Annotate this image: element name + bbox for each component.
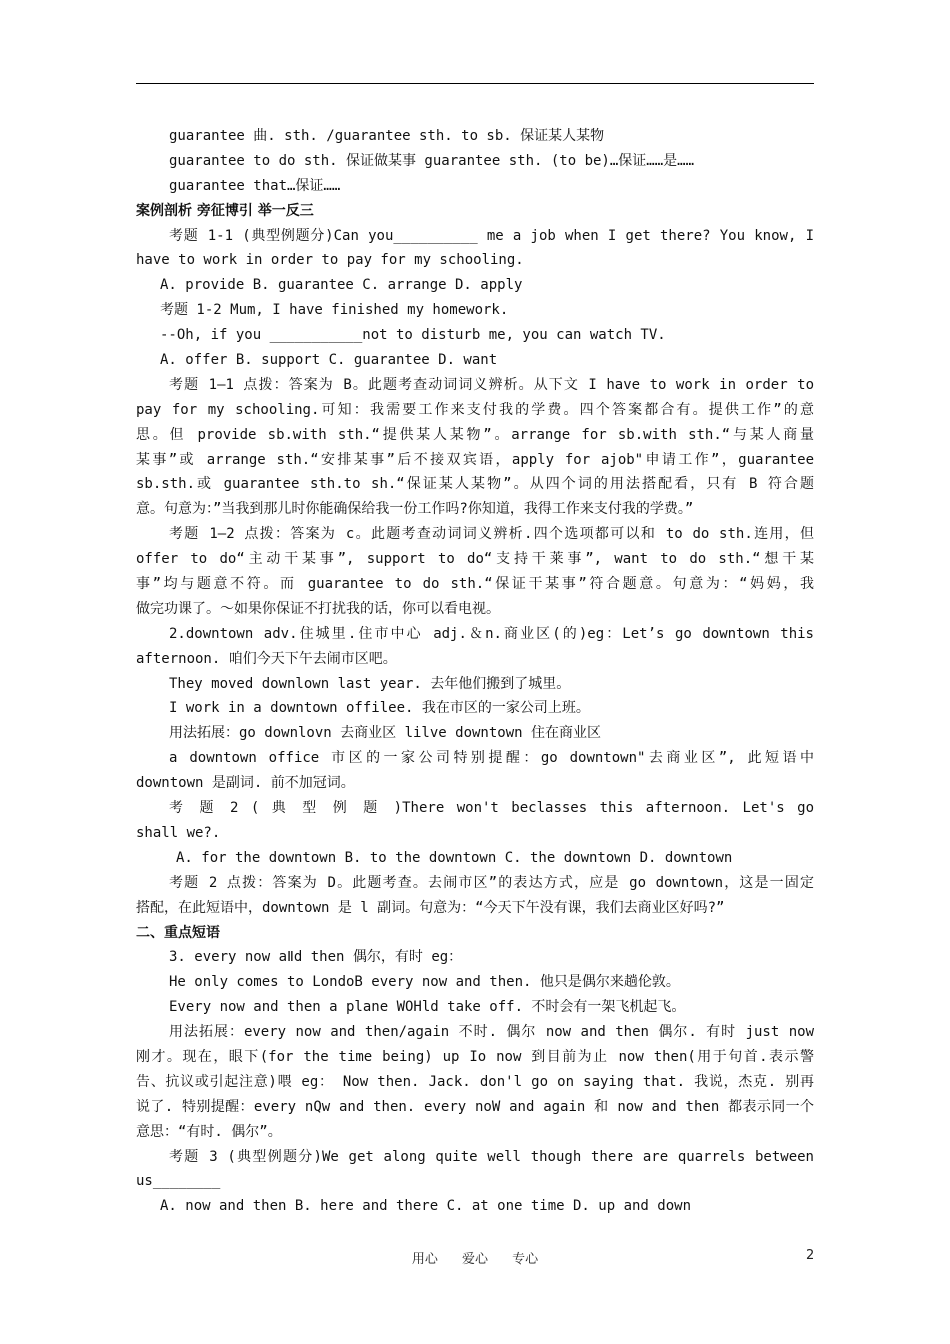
section-heading: 案例剖析 旁征博引 举一反三 [136, 202, 314, 219]
explanation-text: 搭配，在此短语中，downtown 是 l 副词。句意为：“今天下午没有课，我们去商业区好吗?” [136, 899, 725, 916]
question-text: us________ [136, 1173, 221, 1190]
answer-options: A. now and then B. here and there C. at one time D. up and down [160, 1198, 692, 1215]
usage-extension: 用法拓展：every now and then/again 不时. 偶尔 now and then 偶尔. 有时 just now [169, 1024, 814, 1041]
section-heading: 二、重点短语 [136, 924, 220, 941]
question-text: 考题 3 (典型例题分)We get along quite well though there are quarrels between [169, 1148, 814, 1165]
answer-options: A. offer B. support C. guarantee D. want [160, 352, 498, 369]
explanation-text: 考题 1—1 点拨：答案为 B。此题考查动词词义辨析。从下文 I have to work in order to [169, 376, 814, 393]
document-body [136, 124, 814, 1219]
page-footer: 用心 爱心 专心 [411, 1252, 539, 1267]
text-line: guarantee that…保证…… [169, 177, 341, 194]
answer-options: A. for the downtown B. to the downtown C. the downtown D. downtown [176, 849, 733, 866]
explanation-text: 思。但 provide sb.with sth.“提供某人某物”。arrange for sb.with sth.“与某人商量 [136, 426, 814, 443]
explanation-text: 做完功课了。～如果你保证不打扰我的话，你可以看电视。 [136, 600, 500, 617]
explanation-text: sb.sth.或 guarantee sth.to sh.“保证某人某物”。从四个词的用法搭配看，只有 B 符合题 [136, 476, 814, 493]
text-line: guarantee to do sth. 保证做某事 guarantee sth. (to be)…保证……是…… [169, 152, 695, 169]
question-text: shall we?. [136, 824, 221, 841]
usage-extension: 说了. 特别提醒：every nQw and then. every noW and again 和 now and then 都表示同一个 [136, 1098, 814, 1115]
question-text: 考题 1-1 (典型例题分)Can you__________ me a job when I get there? You know, I [169, 227, 814, 244]
example-sentence: Every now and then a plane WOHld take off. 不时会有一架飞机起飞。 [169, 999, 686, 1016]
example-sentence: I work in a downtown offilee. 我在市区的一家公司上班。 [169, 700, 590, 717]
vocab-entry: afternoon. 咱们今天下午去闹市区吧。 [136, 650, 397, 667]
explanation-text: offer to do“主动干某事”, support to do“支持干莱事”, want to do sth.“想干某 [136, 551, 814, 568]
page-number: 2 [806, 1248, 815, 1263]
answer-options: A. provide B. guarantee C. arrange D. apply [160, 277, 523, 294]
explanation-text: 某事”或 arrange sth.“安排某事”后不接双宾语，apply for ajob"申请工作”，guarantee [136, 451, 814, 468]
explanation-text: 考题 2 点拨：答案为 D。此题考查。去闹市区”的表达方式，应是 go downtown，这是一固定 [169, 874, 814, 891]
usage-extension: 告、抗议或引起注意)喂 eg： Now then. Jack. don'l go on saying that. 我说，杰克. 别再 [136, 1073, 814, 1090]
explanation-text: pay for my schooling.可知：我需要工作来支付我的学费。四个答案都合有。提供工作”的意 [136, 401, 814, 418]
usage-extension: a downtown office 市区的一家公司特别提醒：go downtown"去商业区”, 此短语中 [169, 750, 814, 767]
usage-extension: 刚才。现在，眼下(for the time being) up Io now 到目前为止 now then(用于句首.表示警 [136, 1048, 814, 1065]
explanation-text: 考题 1—2 点拨：答案为 c。此题考查动词词义辨析.四个选项都可以和 to do sth.连用，但 [169, 526, 814, 543]
example-sentence: He only comes to LondoB every now and then. 他只是偶尔来趟伦敦。 [169, 974, 680, 991]
question-text: --Oh, if you ___________not to disturb me, you can watch TV. [160, 327, 666, 344]
explanation-text: 意。句意为：”当我到那儿时你能确保给我一份工作吗?你知道，我得工作来支付我的学费。” [136, 501, 694, 518]
usage-extension: 用法拓展：go downlovn 去商业区 lilve downtown 住在商业区 [169, 725, 602, 742]
usage-extension: downtown 是副词. 前不加冠词。 [136, 775, 355, 792]
question-text: 考 题 2 ( 典 型 例 题 )There won't beclasses this afternoon. Let's go [169, 800, 814, 817]
header-rule [136, 83, 814, 84]
vocab-entry: 2.downtown adv.住城里.住市中心 adj.＆n.商业区(的)eg：Let’s go downtown this [169, 625, 814, 642]
vocab-entry: 3. every now aⅡd then 偶尔，有时 eg： [169, 949, 463, 966]
question-text: have to work in order to pay for my schooling. [136, 252, 524, 269]
example-sentence: They moved downlown last year. 去年他们搬到了城里。 [169, 675, 571, 692]
usage-extension: 意思：“有时. 偶尔”。 [136, 1123, 282, 1140]
question-text: 考题 1-2 Mum, I have finished my homework. [160, 302, 509, 319]
explanation-text: 事”均与题意不符。而 guarantee to do sth.“保证干某事”符合题意。句意为：“妈妈，我 [136, 576, 814, 593]
text-line: guarantee 曲. sth. /guarantee sth. to sb. 保证某人某物 [169, 128, 605, 144]
